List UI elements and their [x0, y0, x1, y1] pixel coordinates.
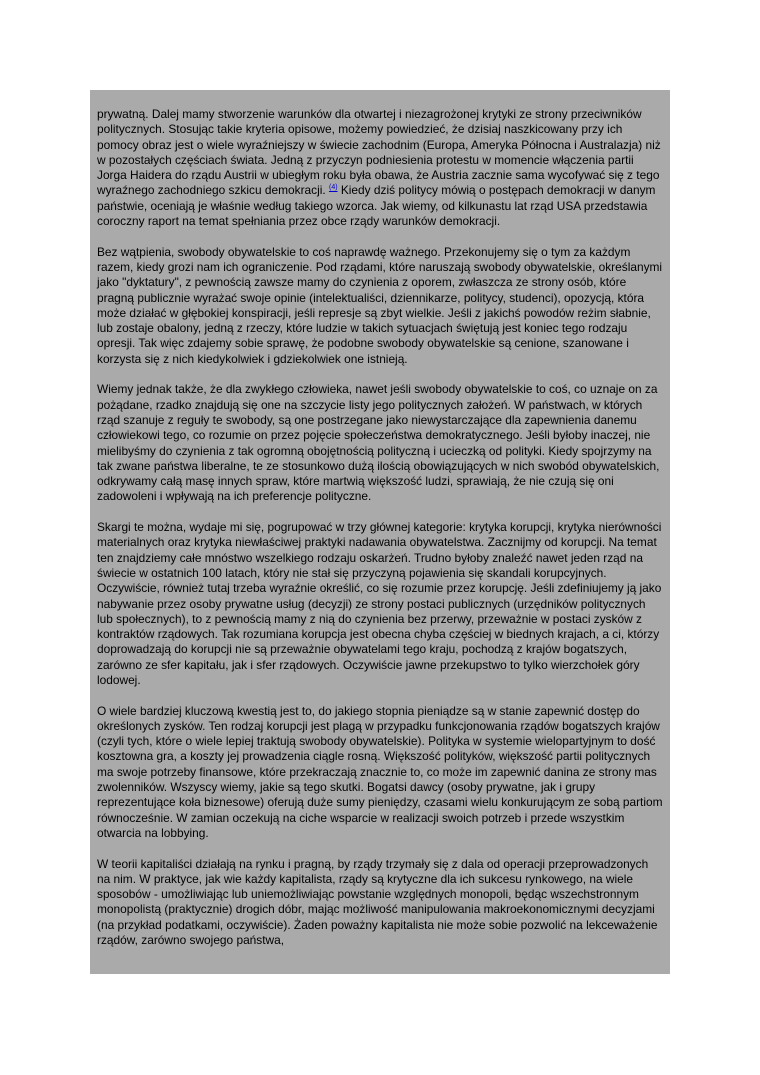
paragraph-3: Wiemy jednak także, że dla zwykłego człowieka, nawet jeśli swobody obywatelskie to coś, co uznaje on za pożądane, rzadko znajdują się one na szczycie listy jego politycznych założeń. W państwach, w których rząd szanuje z reguły te swobody, są one postrzegane jako niewystarczające dla zapewnienia danemu człowiekowi tego, co rozumie on przez pojęcie społeczeństwa demokratycznego. Jeśli byłoby inaczej, nie mielibyśmy do czynienia z tak ogromną obojętnością polityczną i ucieczką od polityki. Kiedy spojrzymy na tak zwane państwa liberalne, te ze stosunkowo dużą ilością obowiązujących w nich swobód obywatelskich, odkrywamy całą masę innych spraw, które martwią większość ludzi, sprawiają, że nie czują się oni zadowoleni i wpływają na ich preferencje polityczne. [97, 382, 660, 504]
paragraph-6: W teorii kapitaliści działają na rynku i pragną, by rządy trzymały się z dala od operacji przeprowadzonych na nim. W praktyce, jak wie każdy kapitalista, rządy są krytyczne dla ich sukcesu rynkowego, na wiele sposobów - umożliwiając lub uniemożliwiając powstanie względnych monopoli, będąc wszechstronnym monopolistą (praktycznie) drogich dóbr, mając możliwość manipulowania makroekonomicznymi decyzjami (na przykład podatkami, oczywiście). Żaden poważny kapitalista nie może sobie pozwolić na lekceważenie rządów, zarówno swojego państwa, [97, 856, 658, 948]
paragraph-1-text-after: Kiedy dziś politycy mówią o postępach demokracji w danym państwie, oceniają je właśnie według takiego wzorca. Jak wiemy, od kilkunastu lat rząd USA przedstawia coroczny raport na temat spełniania przez obce rządy warunków demokracji. [97, 183, 656, 229]
footnote-link[interactable]: (4) [328, 184, 338, 192]
document-page [90, 90, 670, 974]
paragraph-2: Bez wątpienia, swobody obywatelskie to coś naprawdę ważnego. Przekonujemy się o tym za każdym razem, kiedy grozi nam ich ograniczenie. Pod rządami, które naruszają swobody obywatelskie, określanymi jako "dyktatury", z pewnością zawsze mamy do czynienia z oporem, zwłaszcza ze strony osób, które pragną publicznie wyrażać swoje opinie (intelektualiści, dziennikarze, politycy, studenci), opozycją, która może działać w głębokiej konspiracji, jeśli represje są zbyt wielkie. Jeśli z jakichś powodów reżim słabnie, lub zostaje obalony, jedną z rzeczy, które ludzie w takich sytuacjach świętują jest koniec tego rodzaju opresji. Tak więc zdajemy sobie sprawę, że podobne swobody obywatelskie są cenione, szanowane i korzysta się z nich kiedykolwiek i gdziekolwiek one istnieją. [97, 244, 663, 366]
paragraph-4: Skargi te można, wydaje mi się, pogrupować w trzy głównej kategorie: krytyka korupcji, krytyka nierówności materialnych oraz krytyka niewłaściwej praktyki nadawania obywatelstwa. Zacznijmy od korupcji. Na temat ten znajdziemy całe mnóstwo wszelkiego rodzaju oskarżeń. Trudno byłoby znaleźć nawet jeden rząd na świecie w ostatnich 100 latach, który nie stał się przyczyną pojawienia się skandali korupcyjnych. Oczywiście, również tutaj trzeba wyraźnie określić, co się rozumie przez korupcję. Jeśli zdefiniujemy ją jako nabywanie przez osoby prywatne usług (decyzji) ze strony postaci publicznych (urzędników politycznych lub społecznych), to z pewnością mamy z nią do czynienia bez przerwy, przeważnie w postaci zysków z kontraktów rządowych. Tak rozumiana korupcja jest obecna chyba częściej w biednych krajach, a ci, którzy doprowadzają do korupcji nie są przeważnie obywatelami tego kraju, pochodzą z krajów bogatszych, zarówno ze sfer kapitału, jak i sfer rządowych. Oczywiście jawne przekupstwo to tylko wierzchołek góry lodowej. [97, 520, 662, 687]
paragraph-1 [97, 107, 663, 229]
paragraph-5: O wiele bardziej kluczową kwestią jest to, do jakiego stopnia pieniądze są w stanie zapewnić dostęp do określonych zysków. Ten rodzaj korupcji jest plagą w przypadku funkcjonowania rządów bogatszych krajów (czyli tych, które o wiele lepiej traktują swobody obywatelskie). Polityka w systemie wielopartyjnym to dość kosztowna gra, a koszty jej prowadzenia ciągle rosną. Większość polityków, większość partii politycznych ma swoje potrzeby finansowe, które przekraczają znacznie to, co może im zapewnić danina ze strony mas zwolenników. Wszyscy wiemy, jakie są tego skutki. Bogatsi dawcy (osoby prywatne, jak i grupy reprezentujące koła biznesowe) oferują duże sumy pieniędzy, czasami wielu konkurującym ze sobą partiom równocześnie. W zamian oczekują na ciche wsparcie w realizacji swoich potrzeb i przede wszystkim otwarcia na lobbying. [97, 703, 663, 840]
paragraph-1-text-before: prywatną. Dalej mamy stworzenie warunków dla otwartej i niezagrożonej krytyki ze strony przeciwników politycznych. Stosując takie kryteria opisowe, możemy powiedzieć, że dzisiaj naszkicowany przy ich pomocy obraz jest o wiele wyraźniejszy w świecie zachodnim (Europa, Ameryka Północna i Australazja) niż w pozostałych częściach świata. Jedną z przyczyn podniesienia protestu w momencie włączenia partii Jorga Haidera do rządu Austrii w ubiegłym roku była obawa, że Austria zacznie sama wycofywać się z tego wyraźnego zachodniego szkicu demokracji. [97, 107, 661, 198]
